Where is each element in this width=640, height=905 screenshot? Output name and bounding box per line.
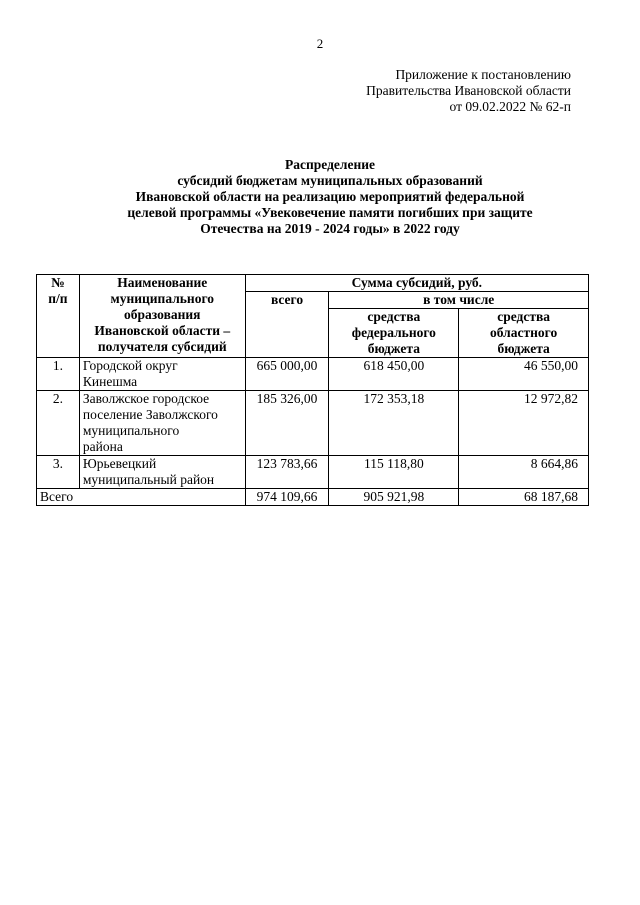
row-regional: 46 550,00: [459, 358, 589, 391]
table-row: [37, 358, 589, 391]
header-text: муниципального: [110, 291, 214, 306]
title-line: Отечества на 2019 - 2024 годы» в 2022 году: [200, 221, 460, 236]
table-header-row: [37, 275, 589, 292]
footer-total: 974 109,66: [245, 489, 329, 506]
appendix-line: Правительства Ивановской области: [366, 83, 571, 98]
row-total: 665 000,00: [245, 358, 329, 391]
title-line: целевой программы «Увековечение памяти погибших при защите: [127, 205, 533, 220]
name-line: Кинешма: [82, 374, 138, 389]
title-line: Распределение: [284, 157, 376, 172]
table-footer-row: [37, 489, 589, 506]
header-text: бюджета: [367, 341, 420, 356]
title-line: субсидий бюджетам муниципальных образований: [177, 173, 483, 188]
row-name: [79, 391, 245, 456]
name-line: муниципальный район: [82, 472, 215, 487]
header-text: образования: [124, 307, 201, 322]
header-regional: [459, 309, 589, 358]
title-line: Ивановской области на реализацию мероприятий федеральной: [135, 189, 525, 204]
name-line: Городской округ: [82, 358, 178, 373]
header-text: федерального: [351, 325, 436, 340]
row-name: [79, 456, 245, 489]
header-name: [79, 275, 245, 358]
appendix-block: [366, 67, 571, 115]
name-line: поселение Заволжского: [82, 407, 218, 422]
row-regional: 12 972,82: [459, 391, 589, 456]
header-text: получателя субсидий: [97, 339, 227, 354]
document-title: [0, 157, 640, 237]
header-text: Наименование: [117, 275, 208, 290]
subsidy-table: [36, 274, 589, 506]
header-including: в том числе: [329, 292, 589, 309]
row-federal: 618 450,00: [329, 358, 459, 391]
name-line: Юрьевецкий: [82, 456, 157, 471]
header-num: [37, 275, 80, 358]
header-text: п/п: [48, 291, 68, 306]
row-total: 185 326,00: [245, 391, 329, 456]
row-num: 3.: [37, 456, 80, 489]
footer-label: Всего: [37, 489, 246, 506]
row-num: 2.: [37, 391, 80, 456]
row-regional: 8 664,86: [459, 456, 589, 489]
name-line: муниципального: [82, 423, 180, 438]
header-total: всего: [245, 292, 329, 358]
header-text: Ивановской области –: [94, 323, 231, 338]
table-row: [37, 456, 589, 489]
footer-regional: 68 187,68: [459, 489, 589, 506]
row-name: [79, 358, 245, 391]
header-text: средства: [367, 309, 421, 324]
name-line: района: [82, 439, 123, 454]
table-row: [37, 391, 589, 456]
row-num: 1.: [37, 358, 80, 391]
header-text: средства: [497, 309, 551, 324]
name-line: Заволжское городское: [82, 391, 210, 406]
page-number: 2: [316, 36, 324, 51]
row-federal: 115 118,80: [329, 456, 459, 489]
header-federal: [329, 309, 459, 358]
appendix-line: от 09.02.2022 № 62-п: [449, 99, 571, 114]
footer-federal: 905 921,98: [329, 489, 459, 506]
row-federal: 172 353,18: [329, 391, 459, 456]
header-text: областного: [490, 325, 558, 340]
header-text: бюджета: [497, 341, 550, 356]
row-total: 123 783,66: [245, 456, 329, 489]
header-text: №: [51, 275, 65, 290]
appendix-line: Приложение к постановлению: [395, 67, 571, 82]
header-sum: Сумма субсидий, руб.: [245, 275, 588, 292]
